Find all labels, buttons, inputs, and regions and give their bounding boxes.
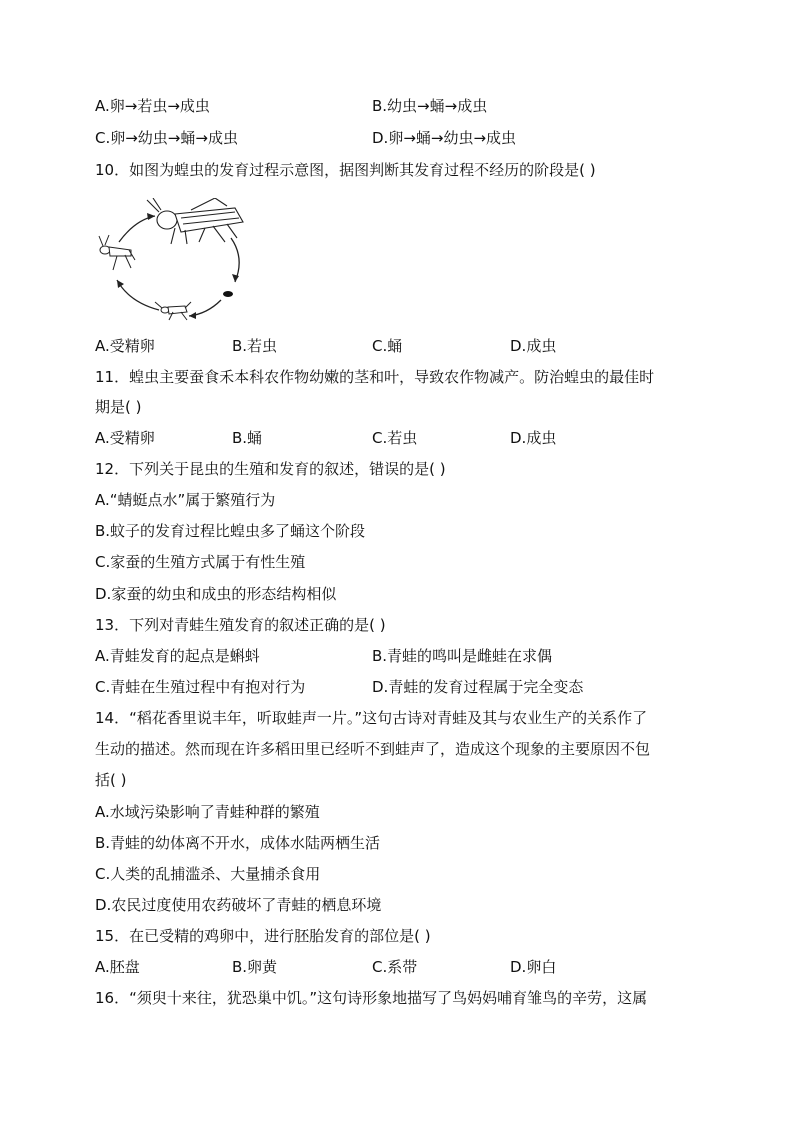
q12-option-a: A.“蜻蜓点水”属于繁殖行为 <box>95 491 276 509</box>
q13-option-c: C.青蛙在生殖过程中有抱对行为 <box>95 678 306 696</box>
q15-option-a: A.胚盘 <box>95 958 140 976</box>
q11-option-b: B.蛹 <box>232 429 263 447</box>
q15-options <box>95 957 557 977</box>
q14-option-b: B.青蛙的幼体离不开水，成体水陆两栖生活 <box>95 834 381 852</box>
q12-option-b: B.蚊子的发育过程比蝗虫多了蛹这个阶段 <box>95 522 366 540</box>
locust-life-cycle-icon <box>95 198 255 324</box>
q13-option-a: A.青蛙发育的起点是蝌蚪 <box>95 647 260 665</box>
q10-option-a: A.受精卵 <box>95 337 155 355</box>
q16-stem-line1: 16．“须臾十来往，犹恐巢中饥。”这句诗形象地描写了鸟妈妈哺育雏鸟的辛劳，这属 <box>95 989 648 1007</box>
q14-stem-line2: 生动的描述。然而现在许多稻田里已经听不到蛙声了，造成这个现象的主要原因不包 <box>95 740 651 758</box>
q13-option-row-2 <box>95 677 584 697</box>
q9-option-d: D.卵→蛹→幼虫→成虫 <box>372 129 517 147</box>
q14-option-d: D.农民过度使用农药破坏了青蛙的栖息环境 <box>95 896 382 914</box>
q15-stem: 15．在已受精的鸡卵中，进行胚胎发育的部位是( ) <box>95 927 431 945</box>
q10-options <box>95 336 557 356</box>
q13-option-row-1 <box>95 646 553 666</box>
q10-option-c: C.蛹 <box>372 337 403 355</box>
q15-option-b: B.卵黄 <box>232 958 278 976</box>
q13-option-d: D.青蛙的发育过程属于完全变态 <box>372 678 584 696</box>
q14-option-c: C.人类的乱捕滥杀、大量捕杀食用 <box>95 865 321 883</box>
q12-option-c: C.家蚕的生殖方式属于有性生殖 <box>95 553 306 571</box>
q11-stem-line1: 11．蝗虫主要蚕食禾本科农作物幼嫩的茎和叶，导致农作物减产。防治蝗虫的最佳时 <box>95 368 655 386</box>
q10-option-b: B.若虫 <box>232 337 278 355</box>
q11-options <box>95 428 557 448</box>
q10-option-d: D.成虫 <box>510 337 557 355</box>
q11-option-a: A.受精卵 <box>95 429 155 447</box>
q9-option-c: C.卵→幼虫→蛹→成虫 <box>95 129 238 147</box>
q14-stem-line3: 括( ) <box>95 771 127 789</box>
q9-option-b: B.幼虫→蛹→成虫 <box>372 97 488 115</box>
q13-option-b: B.青蛙的鸣叫是雌蛙在求偶 <box>372 647 553 665</box>
q9-option-a: A.卵→若虫→成虫 <box>95 97 210 115</box>
q13-stem: 13．下列对青蛙生殖发育的叙述正确的是( ) <box>95 616 386 634</box>
q14-option-a: A.水域污染影响了青蛙种群的繁殖 <box>95 803 320 821</box>
q10-stem: 10．如图为蝗虫的发育过程示意图，据图判断其发育过程不经历的阶段是( ) <box>95 161 596 179</box>
q15-option-d: D.卵白 <box>510 958 557 976</box>
q11-stem-line2: 期是( ) <box>95 398 142 416</box>
q9-option-row-2 <box>95 128 517 148</box>
q12-stem: 12．下列关于昆虫的生殖和发育的叙述，错误的是( ) <box>95 460 446 478</box>
q9-option-row-1 <box>95 96 488 116</box>
q14-stem-line1: 14．“稻花香里说丰年，听取蛙声一片。”这句古诗对青蛙及其与农业生产的关系作了 <box>95 709 648 727</box>
q11-option-c: C.若虫 <box>372 429 418 447</box>
q11-option-d: D.成虫 <box>510 429 557 447</box>
q15-option-c: C.系带 <box>372 958 418 976</box>
q12-option-d: D.家蚕的幼虫和成虫的形态结构相似 <box>95 585 337 603</box>
